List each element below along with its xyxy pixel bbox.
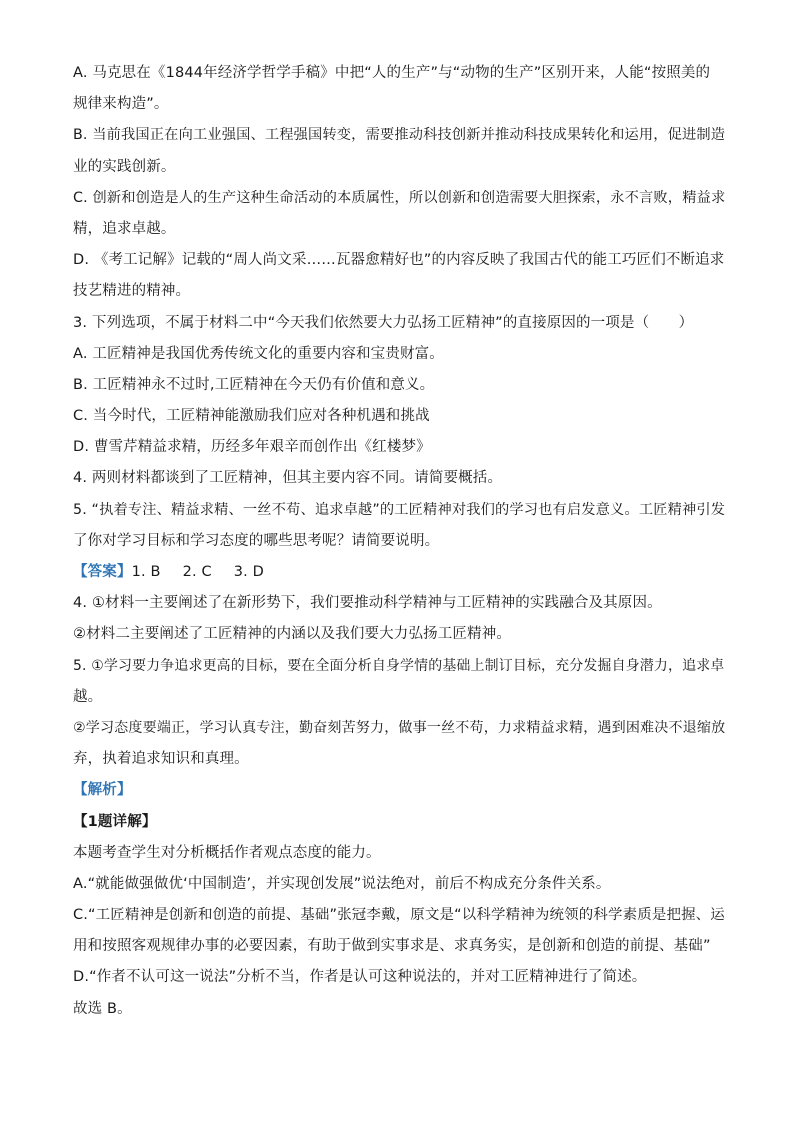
- answer-5-line-4: 弃，执着追求知识和真理。: [73, 751, 249, 768]
- option-2a-line-1: A. 马克思在《1844年经济学哲学手稿》中把“人的生产”与“动物的生产”区别开来，人能“按照美的: [73, 65, 711, 81]
- question-5-line-2: 了你对学习目标和学习态度的哪些思考呢？请简要说明。: [73, 532, 440, 549]
- answer-5-line-3: ②学习态度要端正，学习认真专注，勤奋刻苦努力，做事一丝不苟，力求精益求精，遇到困难决不退缩放: [73, 719, 726, 736]
- analysis-line-3: C.“工匠精神是创新和创造的前提、基础”张冠李戴，原文是“以科学精神为统领的科学素质是把握、运: [73, 907, 725, 924]
- document-page: [73, 62, 726, 1029]
- question-3: 3. 下列选项，不属于材料二中“今天我们依然要大力弘扬工匠精神”的直接原因的一项是（ ）: [73, 314, 694, 331]
- analysis-line-6: 故选 B。: [73, 1000, 132, 1017]
- option-3d: D. 曹雪芹精益求精，历经多年艰辛而创作出《红楼梦》: [73, 439, 431, 456]
- analysis-heading: [73, 779, 723, 801]
- answer-row: [73, 561, 723, 583]
- answer-label: 【答案】: [73, 564, 132, 580]
- option-2d-line-1: D. 《考工记解》记载的“周人尚文采……瓦器愈精好也”的内容反映了我国古代的能工巧匠们不断追求: [73, 252, 725, 269]
- option-2c-line-1: C. 创新和创造是人的生产这种生命活动的本质属性，所以创新和创造需要大胆探索，永不言败，精益求: [73, 189, 726, 206]
- analysis-line-4: 用和按照客观规律办事的必要因素，有助于做到实事求是、求真务实，是创新和创造的前提、基础”: [73, 938, 711, 955]
- answer-item-1: 1. B: [131, 564, 161, 580]
- option-2d-line-2: 技艺精进的精神。: [73, 283, 191, 300]
- analysis-label: 【解析】: [73, 782, 132, 799]
- answer-5-line-1: 5. ①学习要力争追求更高的目标，要在全面分析自身学情的基础上制订目标，充分发掘自身潜力，追求卓: [73, 657, 725, 674]
- answer-item-3: 3. D: [233, 564, 264, 580]
- question-4: 4. 两则材料都谈到了工匠精神，但其主要内容不同。请简要概括。: [73, 470, 503, 487]
- option-2c-line-2: 精，追求卓越。: [73, 220, 176, 237]
- option-3a: A. 工匠精神是我国优秀传统文化的重要内容和宝贵财富。: [73, 345, 444, 362]
- option-2b-line-2: 业的实践创新。: [73, 158, 176, 175]
- option-2a-line-2: 规律来构造”。: [73, 96, 169, 113]
- answer-4-line-1: 4. ①材料一主要阐述了在新形势下，我们要推动科学精神与工匠精神的实践融合及其原因。: [73, 595, 662, 612]
- option-3b: B. 工匠精神永不过时,工匠精神在今天仍有价值和意义。: [73, 376, 435, 393]
- answer-item-2: 2. C: [182, 564, 212, 580]
- question-5-line-1: 5. “执着专注、精益求精、一丝不苟、追求卓越”的工匠精神对我们的学习也有启发意义。工匠精神引发: [73, 501, 726, 518]
- detail-1-heading: 【1题详解】: [73, 813, 157, 830]
- option-2b-line-1: B. 当前我国正在向工业强国、工程强国转变，需要推动科技创新并推动科技成果转化和运用，促进制造: [73, 127, 726, 144]
- analysis-line-5: D.“作者不认可这一说法”分析不当，作者是认可这种说法的，并对工匠精神进行了简述。: [73, 969, 647, 986]
- answer-4-line-2: ②材料二主要阐述了工匠精神的内涵以及我们要大力弘扬工匠精神。: [73, 626, 511, 643]
- option-3c: C. 当今时代，工匠精神能激励我们应对各种机遇和挑战: [73, 408, 430, 425]
- answer-5-line-2: 越。: [73, 688, 103, 705]
- analysis-line-2: A.“就能做强做优‘中国制造’，并实现创发展”说法绝对，前后不构成充分条件关系。: [73, 875, 611, 892]
- analysis-line-1: 本题考查学生对分析概括作者观点态度的能力。: [73, 844, 381, 861]
